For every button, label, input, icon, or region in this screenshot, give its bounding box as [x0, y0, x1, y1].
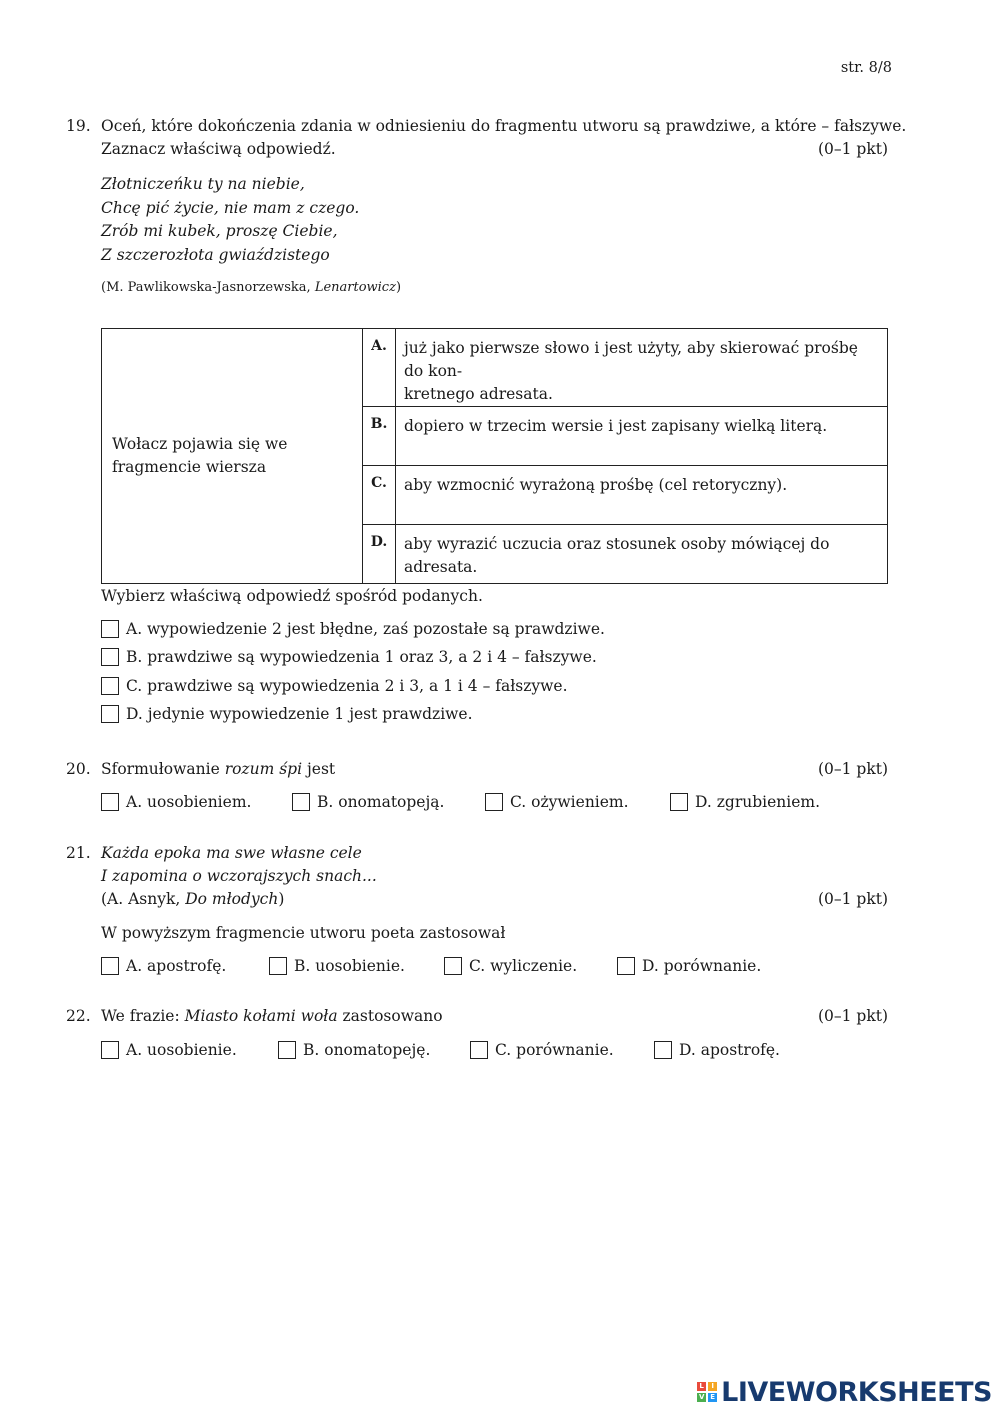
source-end: ) [395, 280, 402, 295]
q19-poem [101, 173, 359, 267]
q19-option-b[interactable] [101, 648, 597, 666]
option-label: D. zgrubieniem. [695, 793, 820, 811]
checkbox[interactable] [101, 1041, 119, 1059]
q22-stem [101, 1007, 443, 1025]
q19-instruction-line2: Zaznacz właściwą odpowiedź. [101, 140, 336, 158]
option-label: C. prawdziwe są wypowiedzenia 2 i 3, a 1 i 4 – fałszywe. [126, 677, 568, 695]
q20-stem [101, 760, 335, 778]
option-label: A. wypowiedzenie 2 jest błędne, zaś pozostałe są prawdziwe. [126, 620, 605, 638]
q20-option-a[interactable] [101, 793, 251, 811]
row-letter: B. [363, 407, 396, 466]
logo-mark-icon [697, 1382, 717, 1402]
checkbox[interactable] [101, 677, 119, 695]
checkbox[interactable] [101, 705, 119, 723]
q19-instruction-line1: Oceń, które dokończenia zdania w odniesieniu do fragmentu utworu są prawdziwe, a które – fałszywe. [101, 117, 907, 135]
q21-prompt: W powyższym fragmencie utworu poeta zastosował [101, 924, 506, 942]
row-text-line: dopiero w trzecim wersie i jest zapisany wielką literą. [404, 417, 828, 435]
q20-points: (0–1 pkt) [817, 760, 888, 778]
source-author: (M. Pawlikowska-Jasnorzewska, [101, 280, 315, 295]
option-label: B. onomatopeję. [303, 1041, 431, 1059]
q19-choose-prompt: Wybierz właściwą odpowiedź spośród podanych. [101, 587, 483, 605]
stem-phrase: Miasto kołami woła [184, 1007, 338, 1025]
poem-line: Z szczerozłota gwiaździstego [101, 245, 330, 264]
q20-option-b[interactable] [292, 793, 444, 811]
checkbox[interactable] [670, 793, 688, 811]
option-label: B. prawdziwe są wypowiedzenia 1 oraz 3, a 2 i 4 – fałszywe. [126, 648, 597, 666]
q21-number: 21. [66, 844, 91, 862]
option-label: C. porównanie. [495, 1041, 614, 1059]
q21-quote-line1: Każda epoka ma swe własne cele [101, 844, 362, 862]
q20-option-c[interactable] [485, 793, 629, 811]
checkbox[interactable] [292, 793, 310, 811]
q20-number: 20. [66, 760, 91, 778]
option-label: C. wyliczenie. [469, 957, 578, 975]
q19-points: (0–1 pkt) [817, 140, 888, 158]
stem-line: fragmencie wiersza [112, 458, 267, 476]
checkbox[interactable] [278, 1041, 296, 1059]
checkbox[interactable] [269, 957, 287, 975]
q19-table [101, 328, 888, 584]
table-row [102, 329, 888, 407]
option-label: A. uosobieniem. [126, 793, 252, 811]
q22-option-d[interactable] [654, 1041, 780, 1059]
row-text [396, 329, 888, 407]
source-title: Do młodych [185, 890, 279, 908]
logo-letter: V [698, 1393, 705, 1401]
checkbox[interactable] [101, 648, 119, 666]
q19-source [101, 280, 401, 295]
logo-text: LIVEWORKSHEETS [721, 1376, 992, 1408]
stem-text: zastosowano [337, 1007, 443, 1025]
liveworksheets-logo [697, 1377, 992, 1407]
option-label: D. porównanie. [642, 957, 762, 975]
option-label: A. apostrofę. [126, 957, 227, 975]
option-label: D. jedynie wypowiedzenie 1 jest prawdziwe. [126, 705, 473, 723]
table-stem [102, 329, 363, 584]
option-label: B. uosobienie. [294, 957, 405, 975]
stem-text: We frazie: [101, 1007, 185, 1025]
q22-points: (0–1 pkt) [817, 1007, 888, 1025]
row-letter: C. [363, 466, 396, 525]
q21-option-c[interactable] [444, 957, 577, 975]
q22-option-a[interactable] [101, 1041, 237, 1059]
checkbox[interactable] [654, 1041, 672, 1059]
q19-number: 19. [66, 117, 91, 135]
row-text [396, 466, 888, 525]
source-title: Lenartowicz [314, 280, 396, 295]
checkbox[interactable] [485, 793, 503, 811]
q21-option-d[interactable] [617, 957, 761, 975]
row-text-line: już jako pierwsze słowo i jest użyty, aby skierować prośbę do kon- [404, 339, 858, 380]
row-letter: D. [363, 525, 396, 584]
stem-text: Sformułowanie [101, 760, 225, 778]
checkbox[interactable] [470, 1041, 488, 1059]
checkbox[interactable] [101, 957, 119, 975]
logo-letter: E [708, 1393, 717, 1402]
row-text [396, 525, 888, 584]
poem-line: Złotniczeńku ty na niebie, [101, 175, 305, 193]
checkbox[interactable] [101, 793, 119, 811]
stem-line: Wołacz pojawia się we [112, 435, 288, 453]
q21-option-a[interactable] [101, 957, 226, 975]
option-label: A. uosobienie. [126, 1041, 237, 1059]
q20-option-d[interactable] [670, 793, 820, 811]
q19-option-c[interactable] [101, 677, 568, 695]
option-label: D. apostrofę. [679, 1041, 780, 1059]
checkbox[interactable] [101, 620, 119, 638]
stem-phrase: rozum śpi [224, 760, 303, 778]
row-text [396, 407, 888, 466]
row-letter: A. [363, 329, 396, 407]
q22-option-c[interactable] [470, 1041, 614, 1059]
logo-letter: I [708, 1382, 717, 1391]
row-text-line: aby wzmocnić wyrażoną prośbę (cel retoryczny). [404, 476, 788, 494]
option-label: B. onomatopeją. [317, 793, 445, 811]
page-number: str. 8/8 [840, 60, 892, 76]
poem-line: Chcę pić życie, nie mam z czego. [101, 198, 360, 217]
source-end: ) [278, 890, 285, 908]
checkbox[interactable] [617, 957, 635, 975]
poem-line: Zrób mi kubek, proszę Ciebie, [101, 222, 338, 240]
row-text-line: aby wyrazić uczucia oraz stosunek osoby mówiącej do adresata. [404, 535, 830, 576]
checkbox[interactable] [444, 957, 462, 975]
q21-option-b[interactable] [269, 957, 405, 975]
row-text-line: kretnego adresata. [404, 385, 553, 403]
q21-points: (0–1 pkt) [817, 890, 888, 908]
q19-option-d[interactable] [101, 705, 473, 723]
q19-option-a[interactable] [101, 620, 605, 638]
q21-source [101, 890, 284, 908]
q22-option-b[interactable] [278, 1041, 430, 1059]
stem-text: jest [302, 760, 336, 778]
source-author: (A. Asnyk, [101, 890, 186, 908]
logo-letter: L [697, 1382, 706, 1391]
option-label: C. ożywieniem. [510, 793, 629, 811]
q21-quote-line2: I zapomina o wczorajszych snach... [101, 867, 377, 885]
q22-number: 22. [66, 1007, 91, 1025]
